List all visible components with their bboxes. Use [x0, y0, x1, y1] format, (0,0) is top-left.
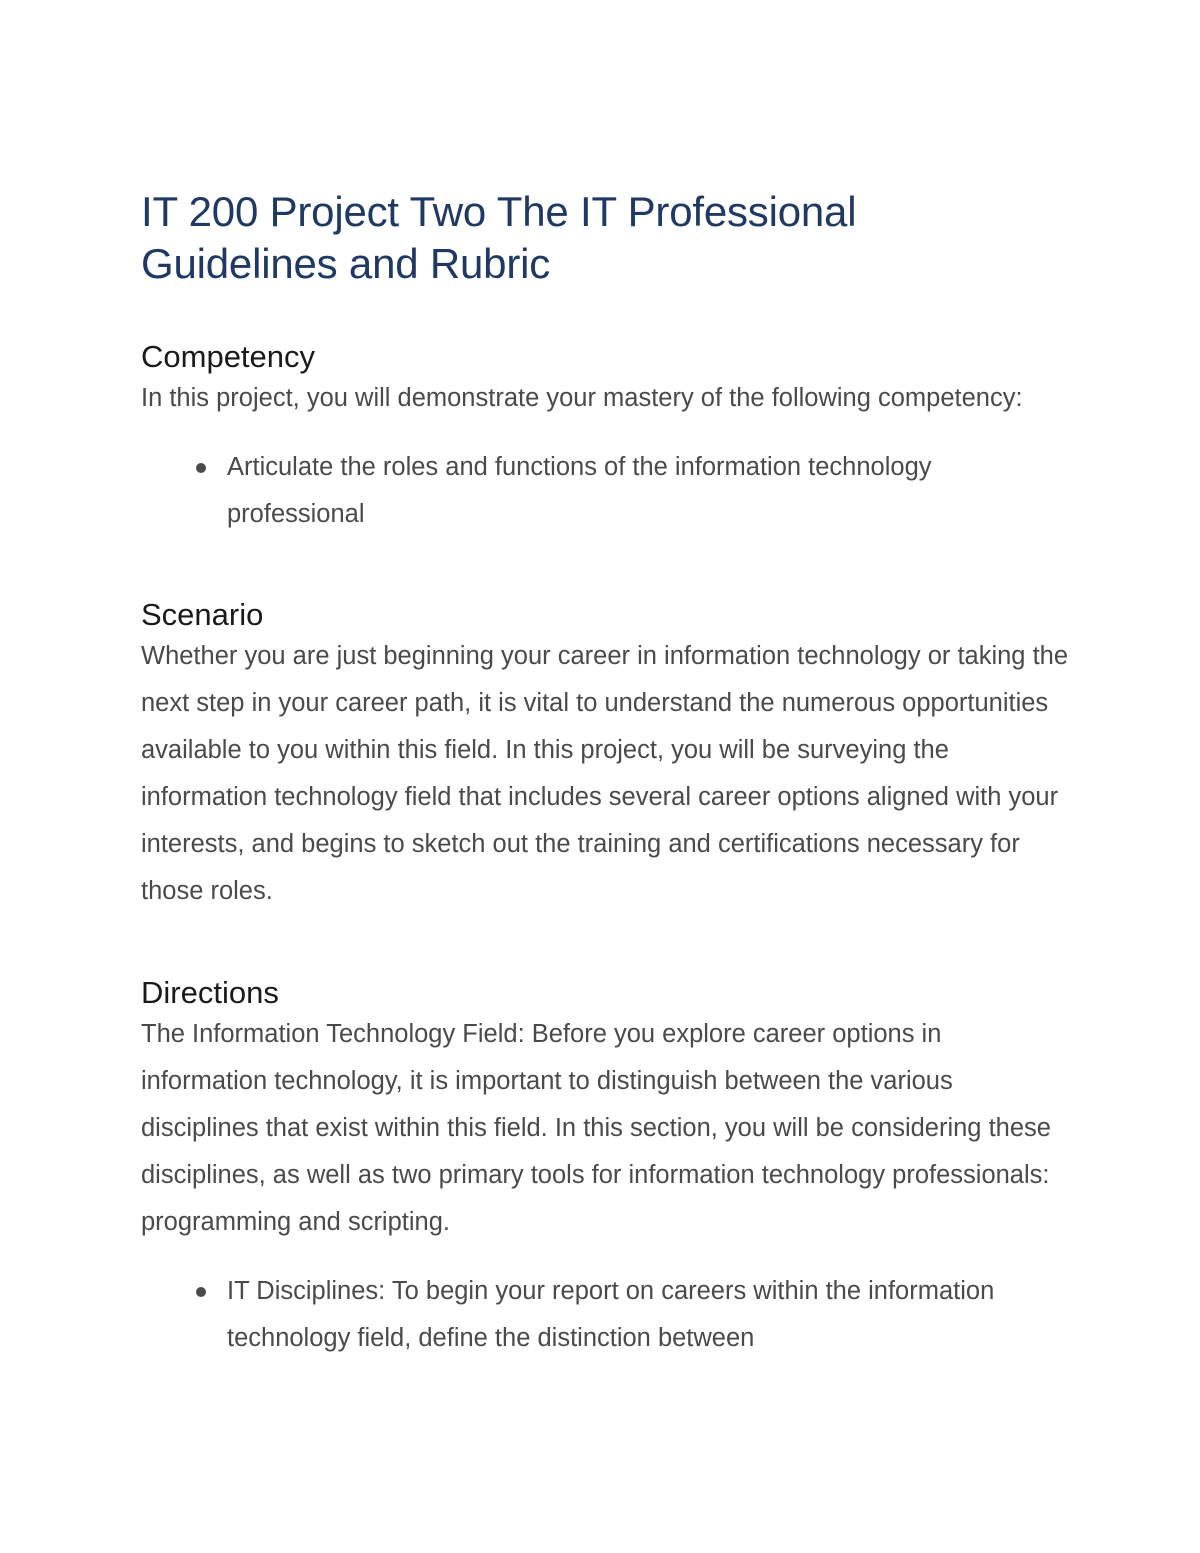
directions-bullet-list: [141, 1268, 1071, 1361]
document-title: [141, 186, 1071, 290]
competency-heading: Competency: [141, 339, 316, 374]
scenario-heading: Scenario: [141, 597, 264, 632]
document-title-line-2: Guidelines and Rubric: [141, 240, 551, 287]
directions-heading: Directions: [141, 975, 279, 1010]
scenario-paragraph: Whether you are just beginning your career in information technology or taking the next step in your career path, it is vital to understand the numerous opportunities available to you within this field. In this project, you will be surveying the information technology field that includes several career options aligned with your interests, and begins to sketch out the training and certifications necessary for those roles.: [141, 642, 1069, 905]
directions-bullet-item: [227, 1268, 1071, 1361]
competency-bullet-item: [227, 444, 1071, 537]
competency-intro: In this project, you will demonstrate your mastery of the following competency:: [141, 384, 1023, 412]
directions-section: [141, 975, 1071, 1361]
scenario-section: [141, 597, 1071, 915]
document-title-line-1: IT 200 Project Two The IT Professional: [141, 188, 857, 235]
document-body: [141, 186, 1071, 1361]
directions-bullet-text: IT Disciplines: To begin your report on careers within the information technology field, define the distinction between: [227, 1277, 995, 1352]
competency-bullet-text: Articulate the roles and functions of the information technology professional: [227, 453, 932, 528]
competency-section: [141, 339, 1071, 537]
competency-bullet-list: [141, 444, 1071, 537]
bullet-dot-icon: [196, 463, 206, 473]
bullet-dot-icon: [196, 1287, 206, 1297]
directions-paragraph: The Information Technology Field: Before you explore career options in information technology, it is important to distinguish between the various disciplines that exist within this field. In this section, you will be considering these disciplines, as well as two primary tools for information technology professionals: programming and scripting.: [141, 1020, 1051, 1236]
